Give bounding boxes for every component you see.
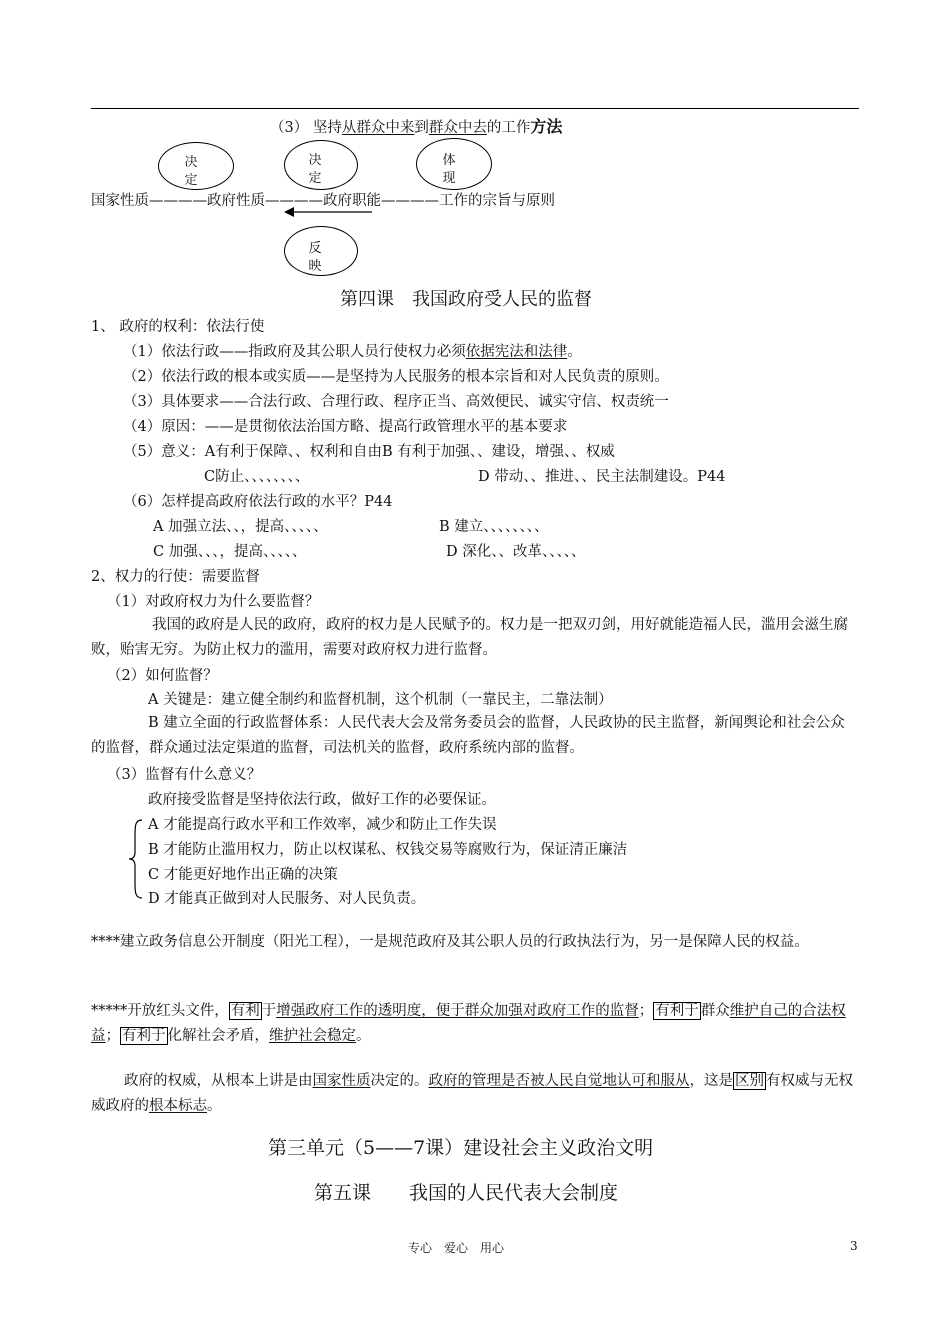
lesson4-title: 第四课 我国政府受人民的监督 xyxy=(340,289,592,310)
note-red-header-documents: *****开放红头文件， 有利 于增强政府工作的透明度，便于群众加强对政府工作的监督； 有利于 群众维护自己的合法权益； 有利于 化解社会矛盾，维护社会稳定。 xyxy=(91,1003,846,1044)
item-1-3: （3）具体要求——合法行政、合理行政、程序正当、高效便民、诚实守信、权责统一 xyxy=(123,394,669,410)
oval-decide-2: 决 定 xyxy=(284,140,358,190)
answer-2-a: A 关键是：建立健全制约和监督机制，这个机制（一靠民主，二靠法制） xyxy=(148,692,613,708)
question-3: （3）监督有什么意义？ xyxy=(107,767,262,783)
item-1-6-b: B 建立、、、、、、、、 xyxy=(439,519,549,535)
note-open-government: ****建立政务信息公开制度（阳光工程），一是规范政府及其公职人员的行政执法行为，另一是保障人民的权益。 xyxy=(91,934,809,950)
answer-3: 政府接受监督是坚持依法行政，做好工作的必要保证。 xyxy=(148,792,496,808)
page-number: 3 xyxy=(850,1239,858,1253)
question-1: （1）对政府权力为什么要监督？ xyxy=(107,594,320,610)
question-2: （2）如何监督？ xyxy=(107,668,218,684)
unit3-title: 第三单元（5——7课）建设社会主义政治文明 xyxy=(268,1137,654,1159)
point-2: 2、权力的行使：需要监督 xyxy=(91,569,260,585)
item-1-2: （2）依法行政的根本或实质——是坚持为人民服务的根本宗旨和对人民负责的原则。 xyxy=(123,369,669,385)
meaning-b: B 才能防止滥用权力，防止以权谋私、权钱交易等腐败行为，保证清正廉洁 xyxy=(148,842,628,858)
item-1-6-d: D 深化、、改革、、、、、 xyxy=(446,544,586,560)
left-brace-icon xyxy=(128,818,144,900)
diagram-line: 国家性质————政府性质————政府职能————工作的宗旨与原则 xyxy=(91,193,555,209)
item-1-5-c: C防止、、、、、、、、 xyxy=(204,469,310,485)
footer-motto: 专心 爱心 用心 xyxy=(408,1241,505,1255)
item-1-5: （5）意义：A有利于保障、、权利和自由B 有利于加强、、建设，增强、、权威 xyxy=(123,444,615,460)
meaning-d: D 才能真正做到对人民服务、对人民负责。 xyxy=(148,891,426,907)
section-heading: （3） 坚持从群众中来到群众中去的工作方法 xyxy=(270,117,563,136)
meaning-a: A 才能提高行政水平和工作效率，减少和防止工作失误 xyxy=(148,817,497,833)
arrow-left-icon xyxy=(284,205,374,219)
item-1-4: （4）原因：——是贯彻依法治国方略、提高行政管理水平的基本要求 xyxy=(123,419,568,435)
oval-reflect: 体 现 xyxy=(416,138,492,190)
oval-decide-1: 决 定 xyxy=(158,142,234,190)
answer-1: 我国的政府是人民的政府，政府的权力是人民赋予的。权力是一把双刃剑，用好就能造福人民，滥用会滋生腐败，贻害无穷。为防止权力的滥用，需要对政府权力进行监督。 xyxy=(91,617,848,658)
item-1-6-a: A 加强立法、、，提高、、、、、 xyxy=(153,519,328,535)
item-1-1: （1）依法行政——指政府及其公职人员行使权力必须依据宪法和法律。 xyxy=(123,344,582,360)
lesson5-title: 第五课 我国的人民代表大会制度 xyxy=(314,1182,619,1204)
oval-reflect-back: 反 映 xyxy=(284,226,358,276)
meaning-c: C 才能更好地作出正确的决策 xyxy=(148,867,338,883)
answer-2-b: B 建立全面的行政监督体系：人民代表大会及常务委员会的监督，人民政协的民主监督，新闻舆论和社会公众的监督，群众通过法定渠道的监督，司法机关的监督，政府系统内部的监督。 xyxy=(91,715,845,756)
point-1: 1、 政府的权利：依法行使 xyxy=(91,319,265,335)
header-rule xyxy=(91,108,859,109)
item-1-6-c: C 加强、、、，提高、、、、、 xyxy=(153,544,307,560)
note-authority: 政府的权威，从根本上讲是由国家性质决定的。政府的管理是否被人民自觉地认可和服从，这是 区别 有权威与无权威政府的根本标志。 xyxy=(91,1073,853,1114)
item-1-5-d: D 带动、、推进、、民主法制建设。P44 xyxy=(478,469,726,485)
item-1-6: （6）怎样提高政府依法行政的水平？P44 xyxy=(123,494,393,510)
section-number: （3） xyxy=(270,120,309,136)
